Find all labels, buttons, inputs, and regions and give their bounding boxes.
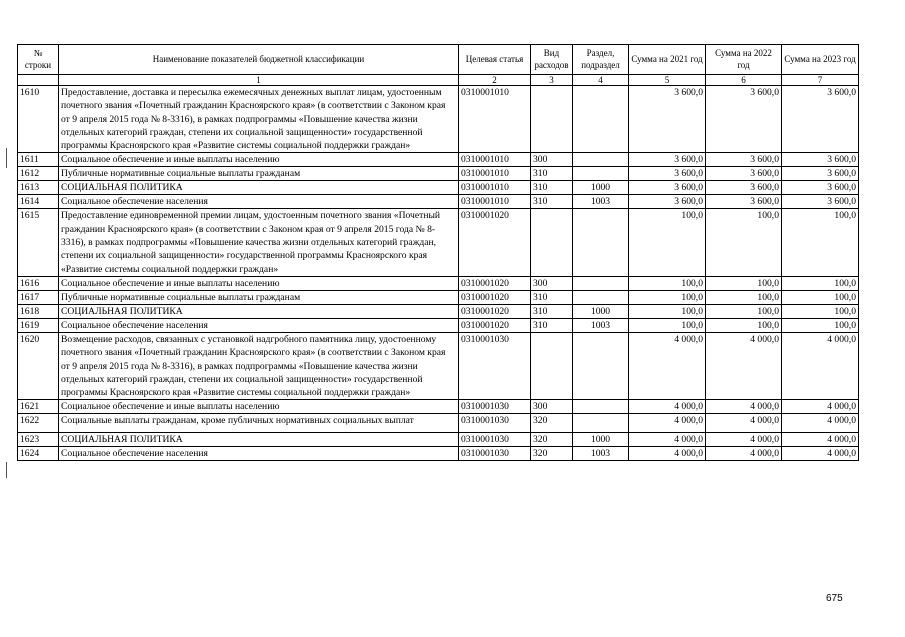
table-row xyxy=(18,276,859,290)
sum-2023-cell: 3 600,0 xyxy=(782,153,859,167)
row-number-cell: 1624 xyxy=(18,447,59,461)
section-cell: 1003 xyxy=(573,318,629,332)
table-row xyxy=(18,209,859,276)
target-item-cell: 0310001020 xyxy=(459,290,531,304)
section-cell: 1000 xyxy=(573,181,629,195)
expense-type-cell: 310 xyxy=(531,318,573,332)
header-sum-2023: Сумма на 2023 год xyxy=(782,45,859,75)
target-item-cell: 0310001030 xyxy=(459,447,531,461)
sum-2021-cell: 3 600,0 xyxy=(629,181,706,195)
sum-2023-cell: 3 600,0 xyxy=(782,86,859,153)
table-row xyxy=(18,447,859,461)
row-number-cell: 1618 xyxy=(18,304,59,318)
sum-2022-cell: 3 600,0 xyxy=(706,153,782,167)
table-row xyxy=(18,414,859,433)
indicator-name-cell: Возмещение расходов, связанных с установкой надгробного памятника лицу, удостоенному почетного звания «Почетный гражданин Красноярского края» (в соответствии с Законом края от 9 апреля 2015 года № 8-3316), в рамках подпрограммы «Повышение качества жизни отдельных категорий граждан, степени их социальной защищенности» государственной программы Красноярского края «Развитие системы социальной поддержки граждан» xyxy=(59,332,459,399)
expense-type-cell: 310 xyxy=(531,304,573,318)
sum-2022-cell: 100,0 xyxy=(706,209,782,276)
sum-2023-cell: 4 000,0 xyxy=(782,332,859,399)
target-item-cell: 0310001010 xyxy=(459,153,531,167)
table-row xyxy=(18,304,859,318)
sum-2021-cell: 4 000,0 xyxy=(629,332,706,399)
sum-2022-cell: 100,0 xyxy=(706,276,782,290)
row-number-cell: 1612 xyxy=(18,167,59,181)
target-item-cell: 0310001010 xyxy=(459,195,531,209)
sum-2023-cell: 3 600,0 xyxy=(782,195,859,209)
table-body xyxy=(18,86,859,461)
row-number-cell: 1621 xyxy=(18,400,59,414)
table-row xyxy=(18,332,859,399)
row-number-cell: 1619 xyxy=(18,318,59,332)
header-indicator-name: Наименование показателей бюджетной классификации xyxy=(59,45,459,75)
section-cell: 1000 xyxy=(573,304,629,318)
row-number-cell: 1611 xyxy=(18,153,59,167)
page-number: 675 xyxy=(826,593,843,604)
sum-2022-cell: 100,0 xyxy=(706,318,782,332)
sum-2023-cell: 4 000,0 xyxy=(782,400,859,414)
table-row xyxy=(18,290,859,304)
header-target-item: Целевая статья xyxy=(459,45,531,75)
row-number-cell: 1616 xyxy=(18,276,59,290)
sum-2022-cell: 4 000,0 xyxy=(706,400,782,414)
header-section: Раздел, подраздел xyxy=(573,45,629,75)
sum-2021-cell: 100,0 xyxy=(629,304,706,318)
target-item-cell: 0310001010 xyxy=(459,181,531,195)
row-number-cell: 1613 xyxy=(18,181,59,195)
sum-2023-cell: 100,0 xyxy=(782,318,859,332)
row-number-cell: 1610 xyxy=(18,86,59,153)
sum-2022-cell: 4 000,0 xyxy=(706,332,782,399)
sum-2023-cell: 100,0 xyxy=(782,304,859,318)
expense-type-cell xyxy=(531,332,573,399)
column-number: 5 xyxy=(629,75,706,86)
target-item-cell: 0310001030 xyxy=(459,414,531,433)
row-number-cell: 1614 xyxy=(18,195,59,209)
sum-2021-cell: 3 600,0 xyxy=(629,167,706,181)
sum-2023-cell: 4 000,0 xyxy=(782,433,859,447)
sum-2023-cell: 4 000,0 xyxy=(782,447,859,461)
target-item-cell: 0310001030 xyxy=(459,400,531,414)
header-sum-2022: Сумма на 2022 год xyxy=(706,45,782,75)
table-row xyxy=(18,195,859,209)
sum-2023-cell: 100,0 xyxy=(782,209,859,276)
table-row xyxy=(18,400,859,414)
indicator-name-cell: Социальное обеспечение населения xyxy=(59,447,459,461)
column-number: 6 xyxy=(706,75,782,86)
sum-2021-cell: 100,0 xyxy=(629,276,706,290)
expense-type-cell: 320 xyxy=(531,433,573,447)
sum-2023-cell: 3 600,0 xyxy=(782,167,859,181)
indicator-name-cell: Предоставление единовременной премии лицам, удостоенным почетного звания «Почетный гражданин Красноярского края» (в соответствии с Законом края от 9 апреля 2015 года № 8-3316), в рамках подпрограммы «Повышение качества жизни отдельных категорий граждан, степени их социальной защищенности» государственной программы Красноярского края «Развитие системы социальной поддержки граждан» xyxy=(59,209,459,276)
column-number xyxy=(18,75,59,86)
expense-type-cell: 300 xyxy=(531,276,573,290)
table-row xyxy=(18,433,859,447)
sum-2021-cell: 3 600,0 xyxy=(629,86,706,153)
indicator-name-cell: Социальное обеспечение населения xyxy=(59,318,459,332)
section-cell xyxy=(573,276,629,290)
row-number-cell: 1622 xyxy=(18,414,59,433)
header-row-number: № строки xyxy=(18,45,59,75)
indicator-name-cell: СОЦИАЛЬНАЯ ПОЛИТИКА xyxy=(59,433,459,447)
sum-2021-cell: 4 000,0 xyxy=(629,414,706,433)
row-number-cell: 1620 xyxy=(18,332,59,399)
section-cell xyxy=(573,400,629,414)
row-number-cell: 1615 xyxy=(18,209,59,276)
expense-type-cell xyxy=(531,209,573,276)
sum-2022-cell: 3 600,0 xyxy=(706,86,782,153)
target-item-cell: 0310001020 xyxy=(459,318,531,332)
sum-2022-cell: 3 600,0 xyxy=(706,167,782,181)
sum-2021-cell: 3 600,0 xyxy=(629,195,706,209)
target-item-cell: 0310001030 xyxy=(459,332,531,399)
indicator-name-cell: Публичные нормативные социальные выплаты гражданам xyxy=(59,290,459,304)
target-item-cell: 0310001010 xyxy=(459,167,531,181)
indicator-name-cell: Социальное обеспечение населения xyxy=(59,195,459,209)
column-number: 3 xyxy=(531,75,573,86)
sum-2023-cell: 3 600,0 xyxy=(782,181,859,195)
sum-2022-cell: 3 600,0 xyxy=(706,195,782,209)
sum-2021-cell: 100,0 xyxy=(629,290,706,304)
column-number: 2 xyxy=(459,75,531,86)
column-number-row xyxy=(18,75,859,86)
expense-type-cell: 300 xyxy=(531,153,573,167)
target-item-cell: 0310001010 xyxy=(459,86,531,153)
section-cell xyxy=(573,153,629,167)
section-cell: 1003 xyxy=(573,447,629,461)
expense-type-cell: 310 xyxy=(531,195,573,209)
table-row xyxy=(18,181,859,195)
section-cell xyxy=(573,414,629,433)
indicator-name-cell: СОЦИАЛЬНАЯ ПОЛИТИКА xyxy=(59,181,459,195)
column-number: 4 xyxy=(573,75,629,86)
table-row xyxy=(18,86,859,153)
expense-type-cell: 310 xyxy=(531,290,573,304)
budget-table xyxy=(17,44,859,461)
column-number: 7 xyxy=(782,75,859,86)
expense-type-cell: 320 xyxy=(531,414,573,433)
column-number: 1 xyxy=(59,75,459,86)
table-row xyxy=(18,153,859,167)
sum-2021-cell: 100,0 xyxy=(629,318,706,332)
sum-2022-cell: 4 000,0 xyxy=(706,414,782,433)
sum-2022-cell: 100,0 xyxy=(706,304,782,318)
sum-2022-cell: 4 000,0 xyxy=(706,433,782,447)
sum-2022-cell: 4 000,0 xyxy=(706,447,782,461)
target-item-cell: 0310001020 xyxy=(459,209,531,276)
indicator-name-cell: Социальные выплаты гражданам, кроме публичных нормативных социальных выплат xyxy=(59,414,459,433)
expense-type-cell: 320 xyxy=(531,447,573,461)
sum-2021-cell: 3 600,0 xyxy=(629,153,706,167)
table-row xyxy=(18,318,859,332)
sum-2023-cell: 100,0 xyxy=(782,290,859,304)
section-cell xyxy=(573,86,629,153)
section-cell: 1000 xyxy=(573,433,629,447)
sum-2021-cell: 4 000,0 xyxy=(629,400,706,414)
sum-2023-cell: 100,0 xyxy=(782,276,859,290)
section-cell: 1003 xyxy=(573,195,629,209)
expense-type-cell: 300 xyxy=(531,400,573,414)
indicator-name-cell: Социальное обеспечение и иные выплаты населению xyxy=(59,153,459,167)
header-expense-type: Вид расходов xyxy=(531,45,573,75)
header-sum-2021: Сумма на 2021 год xyxy=(629,45,706,75)
sum-2022-cell: 100,0 xyxy=(706,290,782,304)
row-number-cell: 1623 xyxy=(18,433,59,447)
indicator-name-cell: Социальное обеспечение и иные выплаты населению xyxy=(59,400,459,414)
sum-2021-cell: 100,0 xyxy=(629,209,706,276)
row-number-cell: 1617 xyxy=(18,290,59,304)
sum-2023-cell: 4 000,0 xyxy=(782,414,859,433)
indicator-name-cell: Предоставление, доставка и пересылка ежемесячных денежных выплат лицам, удостоенным почетного звания «Почетный гражданин Красноярского края» (в соответствии с Законом края от 9 апреля 2015 года № 8-3316), в рамках подпрограммы «Повышение качества жизни отдельных категорий граждан, степени их социальной защищенности» государственной программы Красноярского края «Развитие системы социальной поддержки граждан» xyxy=(59,86,459,153)
indicator-name-cell: Публичные нормативные социальные выплаты гражданам xyxy=(59,167,459,181)
margin-mark xyxy=(6,462,7,478)
indicator-name-cell: Социальное обеспечение и иные выплаты населению xyxy=(59,276,459,290)
expense-type-cell: 310 xyxy=(531,181,573,195)
expense-type-cell xyxy=(531,86,573,153)
expense-type-cell: 310 xyxy=(531,167,573,181)
margin-mark xyxy=(6,148,7,168)
section-cell xyxy=(573,332,629,399)
indicator-name-cell: СОЦИАЛЬНАЯ ПОЛИТИКА xyxy=(59,304,459,318)
section-cell xyxy=(573,167,629,181)
target-item-cell: 0310001020 xyxy=(459,276,531,290)
target-item-cell: 0310001030 xyxy=(459,433,531,447)
header-row xyxy=(18,45,859,75)
table-row xyxy=(18,167,859,181)
target-item-cell: 0310001020 xyxy=(459,304,531,318)
section-cell xyxy=(573,209,629,276)
section-cell xyxy=(573,290,629,304)
sum-2022-cell: 3 600,0 xyxy=(706,181,782,195)
sum-2021-cell: 4 000,0 xyxy=(629,433,706,447)
sum-2021-cell: 4 000,0 xyxy=(629,447,706,461)
